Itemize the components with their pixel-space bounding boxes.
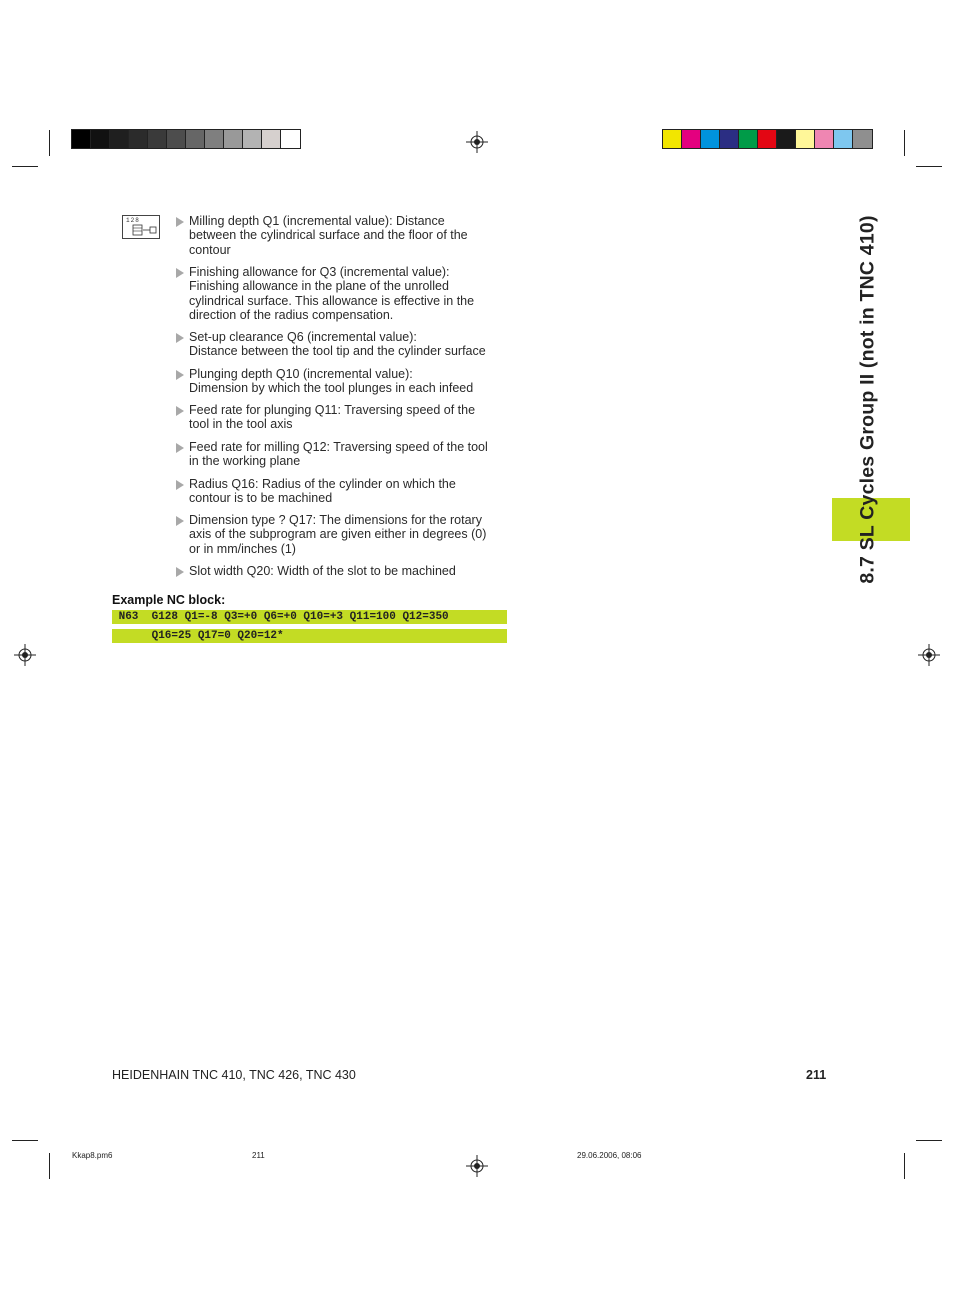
param-text: Milling depth Q1 (incremental value): Distance between the cylindrical surface and the floor of the contour (189, 214, 468, 257)
bullet-arrow-icon (176, 370, 184, 380)
cylinder-surface-cycle-icon (122, 215, 160, 239)
param-text: Dimension type ? Q17: The dimensions for the rotary axis of the subprogram are given either in degrees (0) or in mm/inches (1) (189, 513, 487, 556)
color-swatch (205, 130, 224, 148)
color-swatch (796, 130, 815, 148)
color-swatch (853, 130, 872, 148)
param-q20 (175, 564, 515, 578)
param-text: Finishing allowance for Q3 (incremental value): Finishing allowance in the plane of the unrolled cylindrical surface. This allowance is effective in the direction of the radius compensation. (189, 265, 475, 323)
example-heading: Example NC block: (112, 593, 226, 607)
slug-filename: Kkap8.pm6 (72, 1151, 113, 1160)
param-text: Radius Q16: Radius of the cylinder on which the contour is to be machined (189, 477, 456, 506)
gray-swatch-bar (71, 129, 301, 149)
color-swatch (720, 130, 739, 148)
color-swatch (281, 130, 300, 148)
color-swatch (758, 130, 777, 148)
crop-mark (916, 1140, 942, 1141)
nc-block-line: Q16=25 Q17=0 Q20=12* (112, 629, 507, 643)
param-text: Set-up clearance Q6 (incremental value): Distance between the tool tip and the cylinder surface (189, 330, 486, 359)
color-swatch-bar (662, 129, 873, 149)
crop-mark (49, 1153, 50, 1179)
param-q10 (175, 367, 515, 396)
slug-datetime: 29.06.2006, 08:06 (577, 1151, 642, 1160)
page-number: 211 (806, 1068, 827, 1082)
color-swatch (110, 130, 129, 148)
color-swatch (663, 130, 682, 148)
param-text: Feed rate for milling Q12: Traversing speed of the tool in the working plane (189, 440, 488, 469)
color-swatch (72, 130, 91, 148)
registration-mark-icon (918, 644, 940, 666)
param-q12 (175, 440, 515, 469)
bullet-arrow-icon (176, 567, 184, 577)
crop-mark (904, 1153, 905, 1179)
param-q16 (175, 477, 515, 506)
param-q17 (175, 513, 515, 556)
bullet-arrow-icon (176, 516, 184, 526)
bullet-arrow-icon (176, 268, 184, 278)
param-q6 (175, 330, 515, 359)
param-q11 (175, 403, 515, 432)
footer-manual-title: HEIDENHAIN TNC 410, TNC 426, TNC 430 (112, 1068, 356, 1082)
color-swatch (129, 130, 148, 148)
color-swatch (243, 130, 262, 148)
color-swatch (834, 130, 853, 148)
color-swatch (186, 130, 205, 148)
bullet-arrow-icon (176, 333, 184, 343)
crop-mark (49, 130, 50, 156)
cylinder-icon (132, 224, 158, 236)
bullet-arrow-icon (176, 480, 184, 490)
crop-mark (12, 166, 38, 167)
color-swatch (815, 130, 834, 148)
color-swatch (262, 130, 281, 148)
bullet-arrow-icon (176, 217, 184, 227)
crop-mark (12, 1140, 38, 1141)
param-text: Plunging depth Q10 (incremental value): Dimension by which the tool plunges in each infeed (189, 367, 474, 396)
color-swatch (167, 130, 186, 148)
param-q1 (175, 214, 515, 257)
bullet-arrow-icon (176, 406, 184, 416)
slug-page: 211 (252, 1151, 265, 1160)
bullet-arrow-icon (176, 443, 184, 453)
color-swatch (682, 130, 701, 148)
crop-mark (904, 130, 905, 156)
param-q3 (175, 265, 515, 323)
chapter-title: 8.7 SL Cycles Group II (not in TNC 410) (856, 214, 879, 584)
param-text: Feed rate for plunging Q11: Traversing speed of the tool in the tool axis (189, 403, 476, 432)
crop-mark (916, 166, 942, 167)
registration-mark-icon (466, 131, 488, 153)
color-swatch (739, 130, 758, 148)
nc-block-line: N63 G128 Q1=-8 Q3=+0 Q6=+0 Q10=+3 Q11=100 Q12=350 (112, 610, 507, 624)
color-swatch (224, 130, 243, 148)
cycle-number: 128 (126, 217, 140, 224)
registration-mark-icon (14, 644, 36, 666)
param-text: Slot width Q20: Width of the slot to be machined (189, 564, 456, 578)
registration-mark-icon (466, 1155, 488, 1177)
color-swatch (91, 130, 110, 148)
color-swatch (148, 130, 167, 148)
color-swatch (777, 130, 796, 148)
color-swatch (701, 130, 720, 148)
